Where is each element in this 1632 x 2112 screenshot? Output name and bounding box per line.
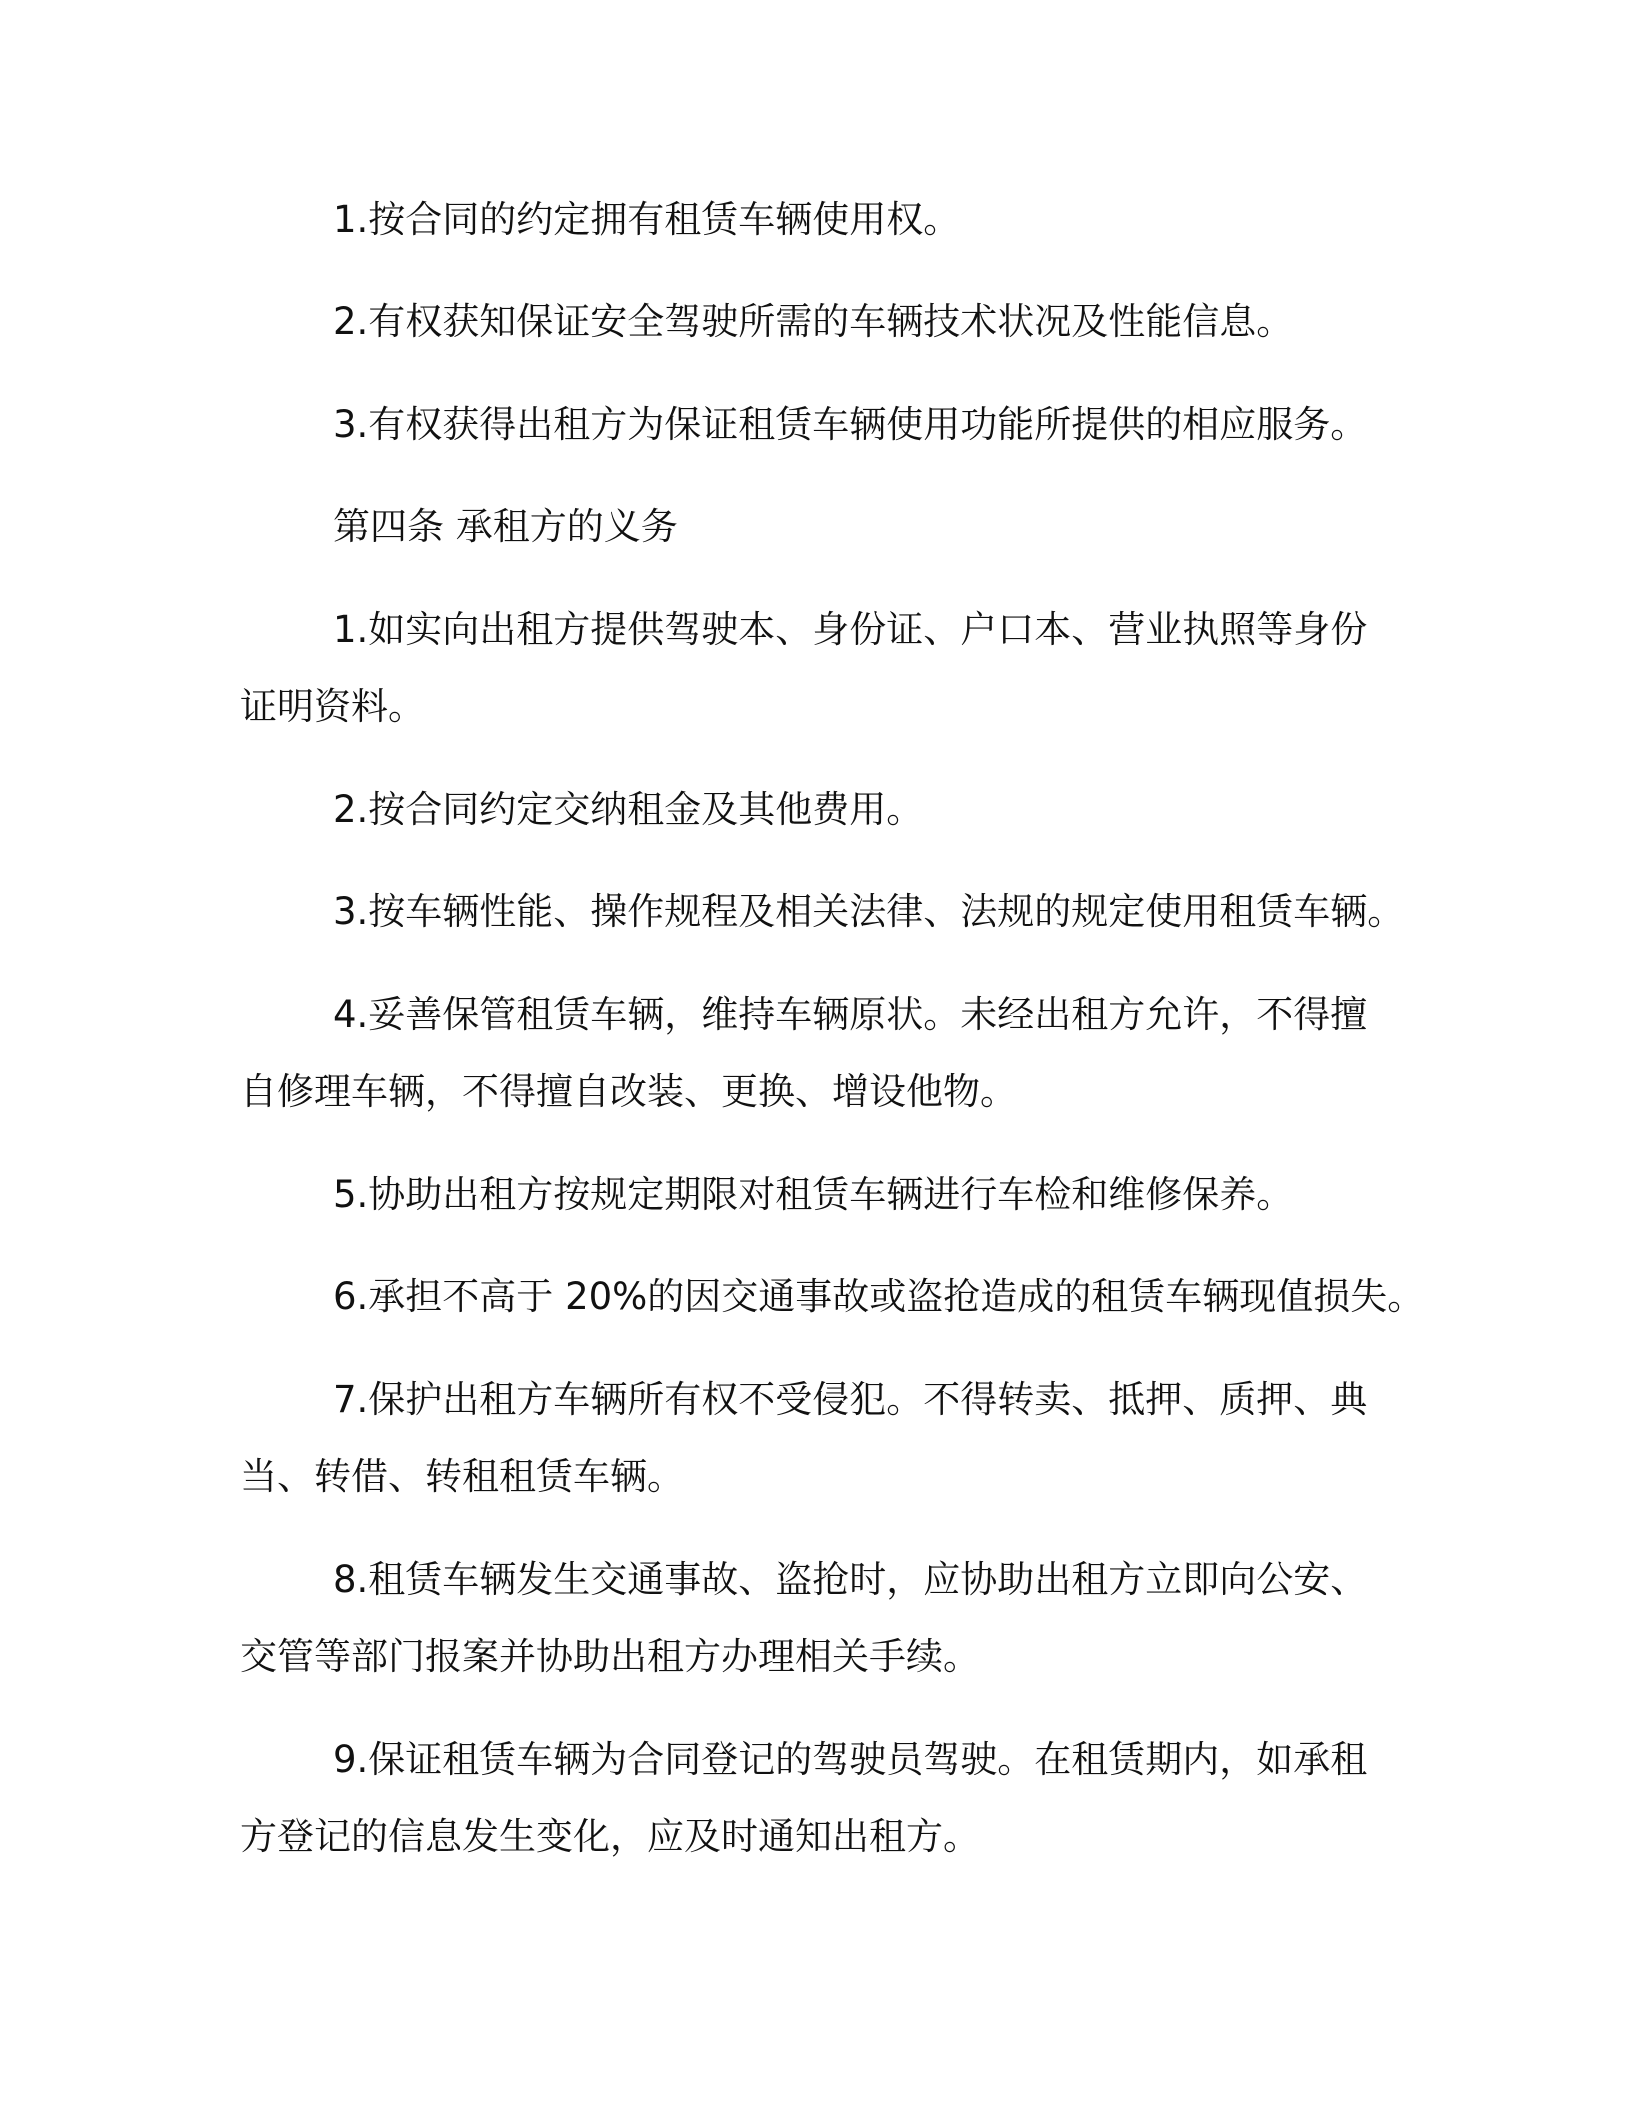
paragraph-line: 自修理车辆，不得擅自改装、更换、增设他物。: [240, 1070, 1017, 1113]
paragraph-line: 3.有权获得出租方为保证租赁车辆使用功能所提供的相应服务。: [333, 403, 1368, 446]
paragraph-line: 4.妥善保管租赁车辆，维持车辆原状。未经出租方允许，不得擅: [333, 993, 1368, 1036]
section-heading: 第四条 承租方的义务: [333, 505, 678, 548]
paragraph-line: 5.协助出租方按规定期限对租赁车辆进行车检和维修保养。: [333, 1173, 1294, 1216]
paragraph-line: 9.保证租赁车辆为合同登记的驾驶员驾驶。在租赁期内，如承租: [333, 1738, 1368, 1781]
paragraph-line: 方登记的信息发生变化，应及时通知出租方。: [240, 1815, 980, 1858]
paragraph-line: 2.有权获知保证安全驾驶所需的车辆技术状况及性能信息。: [333, 300, 1294, 343]
paragraph-line: 6.承担不高于 20%的因交通事故或盗抢造成的租赁车辆现值损失。: [333, 1275, 1425, 1318]
paragraph-line: 1.按合同的约定拥有租赁车辆使用权。: [333, 198, 961, 241]
paragraph-line: 证明资料。: [240, 685, 425, 728]
paragraph-line: 2.按合同约定交纳租金及其他费用。: [333, 788, 924, 831]
paragraph-line: 1.如实向出租方提供驾驶本、身份证、户口本、营业执照等身份: [333, 608, 1368, 651]
paragraph-line: 交管等部门报案并协助出租方办理相关手续。: [240, 1635, 980, 1678]
paragraph-line: 3.按车辆性能、操作规程及相关法律、法规的规定使用租赁车辆。: [333, 890, 1405, 933]
paragraph-line: 当、转借、转租租赁车辆。: [240, 1455, 684, 1498]
paragraph-line: 8.租赁车辆发生交通事故、盗抢时，应协助出租方立即向公安、: [333, 1558, 1368, 1601]
paragraph-line: 7.保护出租方车辆所有权不受侵犯。不得转卖、抵押、质押、典: [333, 1378, 1368, 1421]
